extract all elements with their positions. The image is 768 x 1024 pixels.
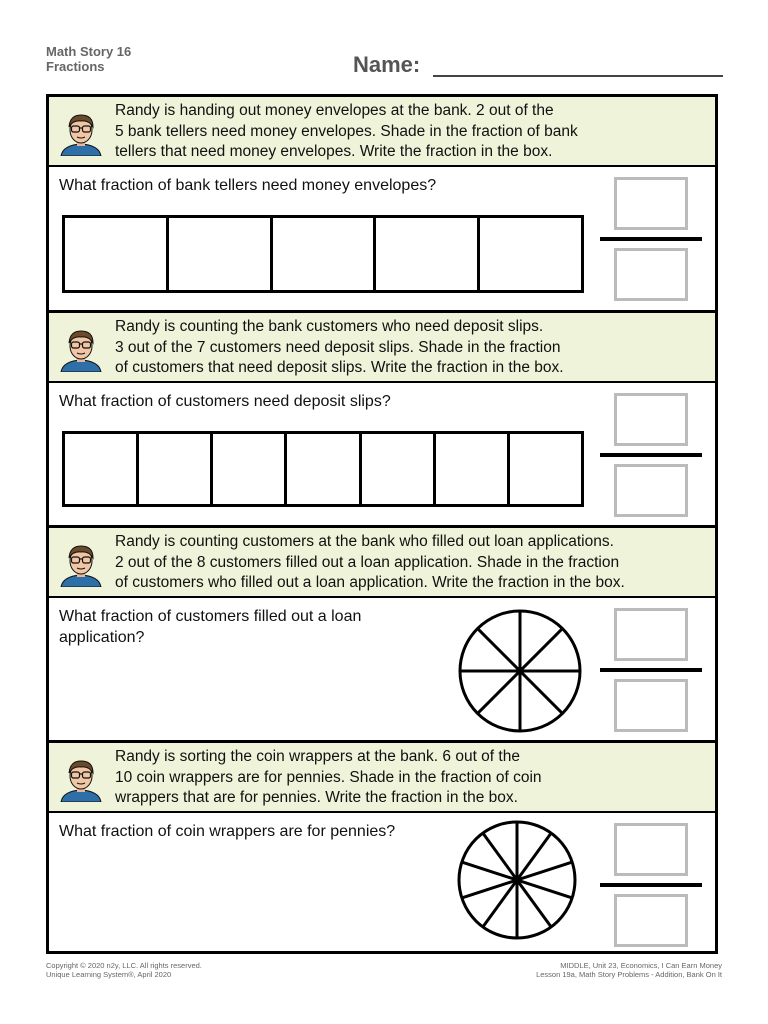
fraction-bar-cell[interactable] <box>510 434 581 504</box>
fraction-line <box>600 237 702 241</box>
fraction-bar-cell[interactable] <box>213 434 287 504</box>
footer-left <box>46 961 202 979</box>
numerator-box[interactable] <box>614 393 688 446</box>
fraction-line <box>600 883 702 887</box>
fraction-bar-cell[interactable] <box>436 434 510 504</box>
name-field[interactable] <box>433 75 723 77</box>
denominator-box[interactable] <box>614 679 688 732</box>
fraction-line <box>600 668 702 672</box>
fraction-circle <box>457 820 577 945</box>
denominator-box[interactable] <box>614 464 688 517</box>
numerator-box[interactable] <box>614 608 688 661</box>
fraction-bar-cell[interactable] <box>273 218 377 290</box>
problem-section <box>49 97 715 311</box>
fraction-bar-cell[interactable] <box>169 218 273 290</box>
story-panel <box>49 743 715 813</box>
denominator-box[interactable] <box>614 894 688 947</box>
question-text: What fraction of bank tellers need money envelopes? <box>59 177 437 194</box>
fraction-bar-cell[interactable] <box>65 218 169 290</box>
numerator-box[interactable] <box>614 177 688 230</box>
question-text: What fraction of customers filled out a loan application? <box>59 608 362 646</box>
story-panel <box>49 313 715 383</box>
lesson-text: Lesson 19a, Math Story Problems - Addition, Bank On It <box>536 970 722 979</box>
story-text: Randy is counting customers at the bank who filled out loan applications. 2 out of the 8 customers filled out a loan application. Shade in the fraction of customers who filled out a loan application. Write the fraction in the box. <box>115 533 625 591</box>
story-text: Randy is counting the bank customers who need deposit slips. 3 out of the 7 customers need deposit slips. Shade in the fraction of customers that need deposit slips. Write the fraction in the box. <box>115 318 564 376</box>
fraction-bar-cell[interactable] <box>362 434 436 504</box>
story-panel <box>49 528 715 598</box>
fraction-bar-cell[interactable] <box>139 434 213 504</box>
fraction-bar-cell[interactable] <box>376 218 480 290</box>
fraction-bar-cell[interactable] <box>480 218 581 290</box>
story-text: Randy is sorting the coin wrappers at the bank. 6 out of the 10 coin wrappers are for pennies. Shade in the fraction of coin wrappers that are for pennies. Write the fraction in the box. <box>115 748 542 806</box>
copyright-text: Copyright © 2020 n2y, LLC. All rights reserved. <box>46 961 202 970</box>
edition-text: Unique Learning System®, April 2020 <box>46 970 172 979</box>
student-avatar-icon <box>59 326 103 372</box>
fraction-bar-cell[interactable] <box>287 434 361 504</box>
worksheet-frame <box>46 94 718 954</box>
story-text: Randy is handing out money envelopes at the bank. 2 out of the 5 bank tellers need money envelopes. Shade in the fraction of bank tellers that need money envelopes. Write the fraction in the box. <box>115 102 578 160</box>
story-panel <box>49 97 715 167</box>
denominator-box[interactable] <box>614 248 688 301</box>
question-text: What fraction of coin wrappers are for pennies? <box>59 823 396 840</box>
problem-section <box>49 313 715 527</box>
worksheet-header <box>46 44 131 74</box>
student-avatar-icon <box>59 756 103 802</box>
fraction-circle <box>458 609 582 738</box>
worksheet-subtitle: Fractions <box>46 59 105 74</box>
fraction-bar-cell[interactable] <box>65 434 139 504</box>
fraction-line <box>600 453 702 457</box>
student-avatar-icon <box>59 110 103 156</box>
numerator-box[interactable] <box>614 823 688 876</box>
worksheet-title: Math Story 16 <box>46 44 132 59</box>
footer-right <box>536 961 722 979</box>
student-avatar-icon <box>59 541 103 587</box>
question-text: What fraction of customers need deposit slips? <box>59 393 391 410</box>
unit-text: MIDDLE, Unit 23, Economics, I Can Earn Money <box>560 961 722 970</box>
name-label: Name: <box>353 52 421 77</box>
problem-section <box>49 743 715 957</box>
problem-section <box>49 528 715 742</box>
fraction-bar <box>62 215 584 293</box>
fraction-bar <box>62 431 584 507</box>
